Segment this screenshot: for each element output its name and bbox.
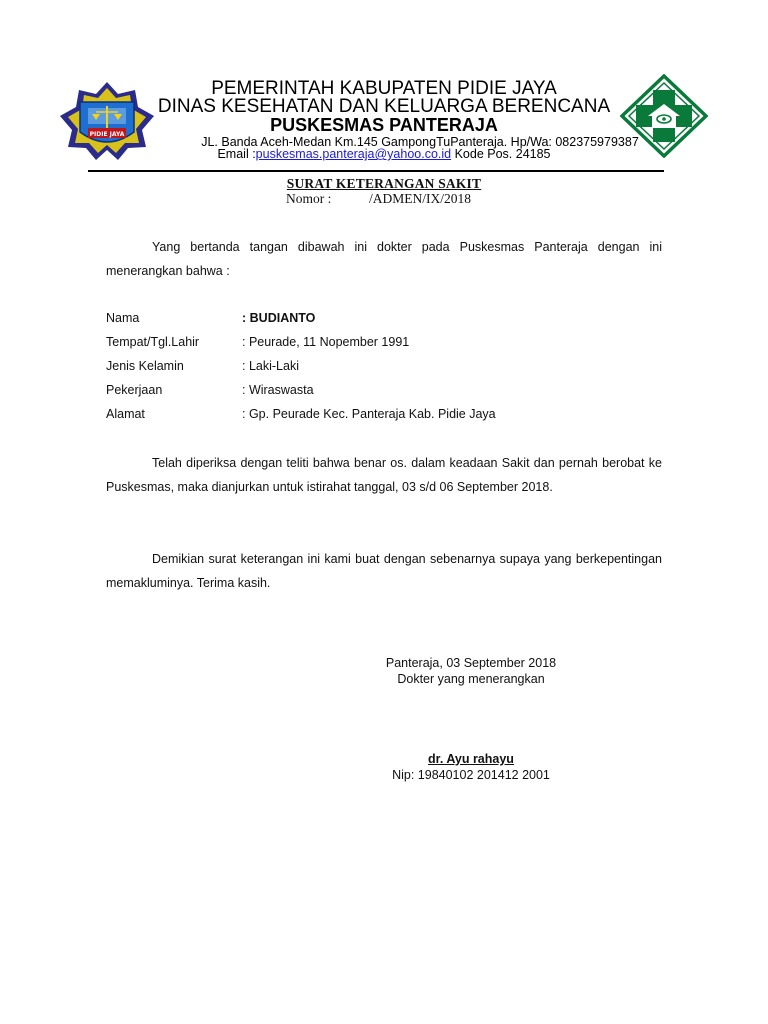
field-label-jenis-kelamin: Jenis Kelamin [106, 359, 184, 373]
closing-text: Demikian surat keterangan ini kami buat dengan sebenarnya supaya yang berkepentingan memakluminya. Terima kasih. [106, 552, 662, 590]
opening-paragraph [106, 235, 662, 283]
puskesmas-heading: PUSKESMAS PANTERAJA [270, 115, 498, 135]
field-label-pekerjaan: Pekerjaan [106, 383, 163, 397]
closing-paragraph [106, 547, 662, 595]
opening-text: Yang bertanda tangan dibawah ini dokter pada Puskesmas Panteraja dengan ini menerangkan bahwa : [106, 240, 662, 278]
field-label-alamat: Alamat [106, 407, 145, 421]
puskesmas-logo-icon [620, 74, 708, 158]
field-value-nama: : BUDIANTO [242, 311, 316, 325]
body-paragraph [106, 451, 662, 499]
email-prefix: Email : [217, 147, 256, 161]
address-line: JL. Banda Aceh-Medan Km.145 GampongTuPanteraja. Hp/Wa: 082375979387 [201, 135, 639, 149]
government-heading: PEMERINTAH KABUPATEN PIDIE JAYA [211, 78, 557, 99]
field-value-jenis-kelamin: : Laki-Laki [242, 359, 299, 373]
email-link[interactable]: puskesmas.panteraja@yahoo.co.id [255, 147, 452, 161]
signer-role: Dokter yang menerangkan [397, 672, 545, 686]
body-text: Telah diperiksa dengan teliti bahwa benar os. dalam keadaan Sakit dan pernah berobat ke Puskesmas, maka dianjurkan untuk istirahat tanggal, 03 s/d 06 September 2018. [106, 456, 662, 494]
document-title: SURAT KETERANGAN SAKIT [286, 176, 482, 191]
svg-text:PIDIE JAYA: PIDIE JAYA [89, 131, 125, 138]
doctor-name [340, 752, 602, 766]
doctor-name-text: dr. Ayu rahayu [428, 752, 514, 766]
field-label-ttl: Tempat/Tgl.Lahir [106, 335, 200, 349]
field-value-pekerjaan: : Wiraswasta [242, 383, 314, 397]
field-value-ttl: : Peurade, 11 Nopember 1991 [242, 335, 410, 349]
nomor-label: Nomor : [286, 191, 332, 206]
postal-code: Kode Pos. 24185 [451, 147, 551, 161]
place-date: Panteraja, 03 September 2018 [385, 656, 557, 670]
doctor-nip: Nip: 19840102 201412 2001 [392, 768, 550, 782]
nomor-value: /ADMEN/IX/2018 [369, 191, 471, 206]
department-heading: DINAS KESEHATAN DAN KELUARGA BERENCANA [157, 96, 611, 117]
field-value-alamat: : Gp. Peurade Kec. Panteraja Kab. Pidie Jaya [242, 407, 496, 421]
field-label-nama: Nama [106, 311, 140, 325]
letterhead-divider [88, 170, 664, 172]
